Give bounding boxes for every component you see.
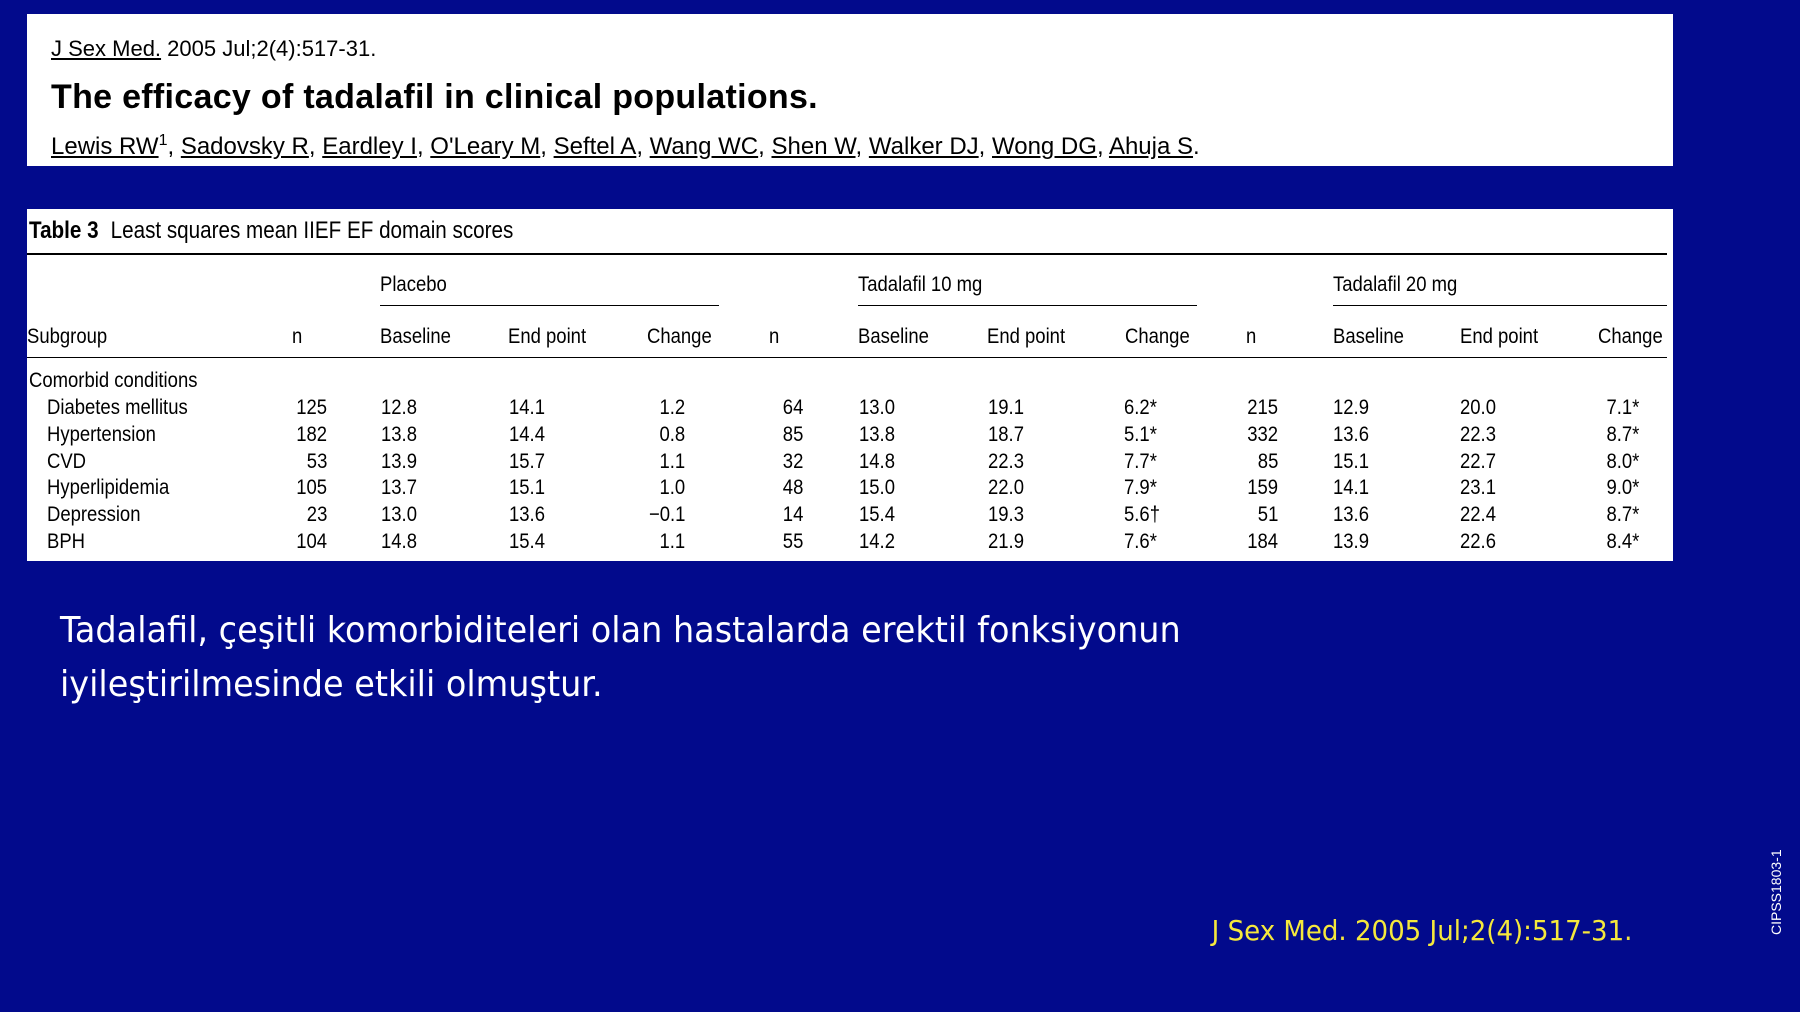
table-cell: 85 [782, 422, 803, 446]
table-cell: 13.8 [381, 422, 417, 446]
table-cell: 15.7 [509, 449, 545, 473]
table-cell: 55 [782, 530, 803, 553]
author-separator: , [1096, 133, 1109, 160]
table-cell: 5.6† [1124, 503, 1160, 527]
header-bottom-rule [27, 357, 1667, 358]
table-cell: 12.9 [1333, 396, 1369, 419]
table-cell: 6.2* [1124, 396, 1157, 419]
table-cell: 20.0 [1460, 396, 1496, 419]
author-link[interactable]: Ahuja S [1108, 133, 1194, 160]
column-header: End point [987, 325, 1066, 348]
table-cell: 13.9 [1333, 530, 1369, 553]
group-rule [380, 305, 719, 306]
table-cell: 184 [1247, 530, 1278, 553]
author-separator: , [167, 133, 181, 160]
table-cell: 22.3 [1460, 422, 1496, 446]
author-link[interactable]: Wong DG [992, 133, 1097, 160]
group-rule [858, 305, 1197, 306]
table-cell: 13.7 [381, 476, 417, 500]
author-link[interactable]: Eardley I [322, 133, 417, 160]
author-link[interactable]: Walker DJ [868, 133, 979, 160]
citation-panel [27, 14, 1673, 166]
table-cell: 51 [1257, 503, 1278, 527]
table-cell: 14.8 [381, 530, 417, 553]
slide-code: CIPSS1803-1 [1768, 849, 1784, 935]
table-cell: 14.1 [1333, 476, 1369, 500]
citation-ref: 2005 Jul;2(4):517-31. [167, 36, 377, 61]
table-cell: 13.6 [1333, 422, 1369, 446]
table-caption [29, 217, 513, 245]
table-cell: 7.9* [1124, 476, 1157, 500]
table-cell: 15.4 [509, 530, 545, 553]
table-cell: 1.2 [659, 396, 685, 419]
table-cell: 21.9 [988, 530, 1024, 553]
table-cell: 7.6* [1124, 530, 1157, 553]
table-cell: 13.9 [381, 449, 417, 473]
column-header: Baseline [380, 325, 451, 348]
table-cell: 182 [296, 422, 327, 446]
group-header: Placebo [380, 273, 447, 296]
table-cell: 104 [296, 530, 327, 553]
citation-journal-link[interactable]: J Sex Med. [51, 36, 162, 61]
table-cell: 22.7 [1460, 449, 1496, 473]
author-separator: , [416, 133, 431, 160]
author-separator: , [758, 133, 772, 160]
table-cell: 105 [296, 476, 327, 500]
table-cell: 13.0 [381, 503, 417, 527]
author-separator: , [636, 133, 650, 160]
table-cell: 22.6 [1460, 530, 1496, 553]
column-header: End point [1460, 325, 1539, 348]
author-separator: , [978, 133, 992, 160]
table-cell: 15.1 [509, 476, 545, 500]
table-cell: 1.1 [659, 530, 685, 553]
table-cell: 332 [1247, 422, 1278, 446]
section-label: Comorbid conditions [29, 369, 198, 392]
author-separator: . [1193, 133, 1200, 160]
row-label: Depression [47, 503, 141, 527]
column-header: n [1246, 325, 1257, 348]
column-header: Baseline [1333, 325, 1404, 348]
table-cell: 7.1* [1606, 396, 1639, 419]
table-cell: 15.0 [859, 476, 895, 500]
table-caption-text: Least squares mean IIEF EF domain scores [110, 217, 514, 244]
table-cell: 64 [782, 396, 803, 419]
column-header: Change [647, 325, 712, 348]
row-label: Diabetes mellitus [47, 396, 188, 419]
table-cell: 48 [782, 476, 803, 500]
table-cell: 159 [1247, 476, 1278, 500]
summary-text: Tadalafil, çeşitli komorbiditeleri olan hastalarda erektil fonksiyonun iyileştirilmesinde etkili olmuştur. [60, 610, 1181, 705]
table-cell: 8.7* [1606, 422, 1639, 446]
table-cell: 18.7 [988, 422, 1024, 446]
table-cell: 1.1 [659, 449, 685, 473]
table-label: Table 3 [29, 217, 99, 244]
author-separator: , [308, 133, 323, 160]
author-link[interactable]: Shen W [771, 133, 856, 160]
author-separator: , [855, 133, 869, 160]
table-cell: 125 [296, 396, 327, 419]
table-cell: 14.2 [859, 530, 895, 553]
column-header: Baseline [858, 325, 929, 348]
table-cell: 15.1 [1333, 449, 1369, 473]
author-affiliation-sup: 1 [158, 132, 168, 149]
table-cell: 8.7* [1606, 503, 1639, 527]
table-cell: 19.1 [988, 396, 1024, 419]
table-cell: 8.0* [1606, 449, 1639, 473]
group-rule [1333, 305, 1667, 306]
table-cell: 1.0 [659, 476, 685, 500]
author-link[interactable]: Sadovsky R [180, 133, 309, 160]
table-cell: 8.4* [1606, 530, 1639, 553]
footer-citation: J Sex Med. 2005 Jul;2(4):517-31. [1211, 914, 1632, 947]
results-table [27, 209, 1673, 561]
table-cell: 14.8 [859, 449, 895, 473]
row-label: Hypertension [47, 422, 156, 446]
author-link[interactable]: Wang WC [649, 133, 759, 160]
column-header: Subgroup [27, 325, 108, 348]
author-list [51, 132, 1200, 161]
table-cell: 13.8 [859, 422, 895, 446]
table-cell: −0.1 [648, 503, 685, 527]
author-link[interactable]: Seftel A [553, 133, 637, 160]
paper-title: The efficacy of tadalafil in clinical populations. [51, 78, 818, 116]
column-header: n [292, 325, 303, 348]
table-cell: 14.4 [509, 422, 545, 446]
table-cell: 14 [782, 503, 803, 527]
column-header: End point [508, 325, 587, 348]
table-cell: 19.3 [988, 503, 1024, 527]
table-cell: 15.4 [859, 503, 895, 527]
table-cell: 23.1 [1460, 476, 1496, 500]
table-cell: 5.1* [1124, 422, 1157, 446]
author-link[interactable]: O'Leary M [430, 133, 541, 160]
table-cell: 23 [306, 503, 327, 527]
column-header: Change [1125, 325, 1190, 348]
table-cell: 22.0 [988, 476, 1024, 500]
column-header: n [769, 325, 780, 348]
table-cell: 22.3 [988, 449, 1024, 473]
table-cell: 53 [306, 449, 327, 473]
author-link[interactable]: Lewis RW [51, 133, 159, 160]
table-cell: 85 [1257, 449, 1278, 473]
row-label: CVD [47, 449, 87, 473]
table-cell: 7.7* [1124, 449, 1157, 473]
row-label: BPH [47, 530, 86, 553]
citation-reference [51, 36, 376, 62]
table-cell: 14.1 [509, 396, 545, 419]
table-cell: 13.0 [859, 396, 895, 419]
group-header: Tadalafil 10 mg [858, 273, 983, 296]
table-cell: 9.0* [1606, 476, 1639, 500]
table-cell: 13.6 [509, 503, 545, 527]
table-cell: 13.6 [1333, 503, 1369, 527]
table-cell: 32 [782, 449, 803, 473]
row-label: Hyperlipidemia [47, 476, 170, 500]
table-top-rule [27, 253, 1667, 255]
table-cell: 215 [1247, 396, 1278, 419]
table-cell: 22.4 [1460, 503, 1496, 527]
group-header: Tadalafil 20 mg [1333, 273, 1458, 296]
table-cell: 12.8 [381, 396, 417, 419]
author-separator: , [540, 133, 554, 160]
column-header: Change [1598, 325, 1663, 348]
table-cell: 0.8 [659, 422, 685, 446]
